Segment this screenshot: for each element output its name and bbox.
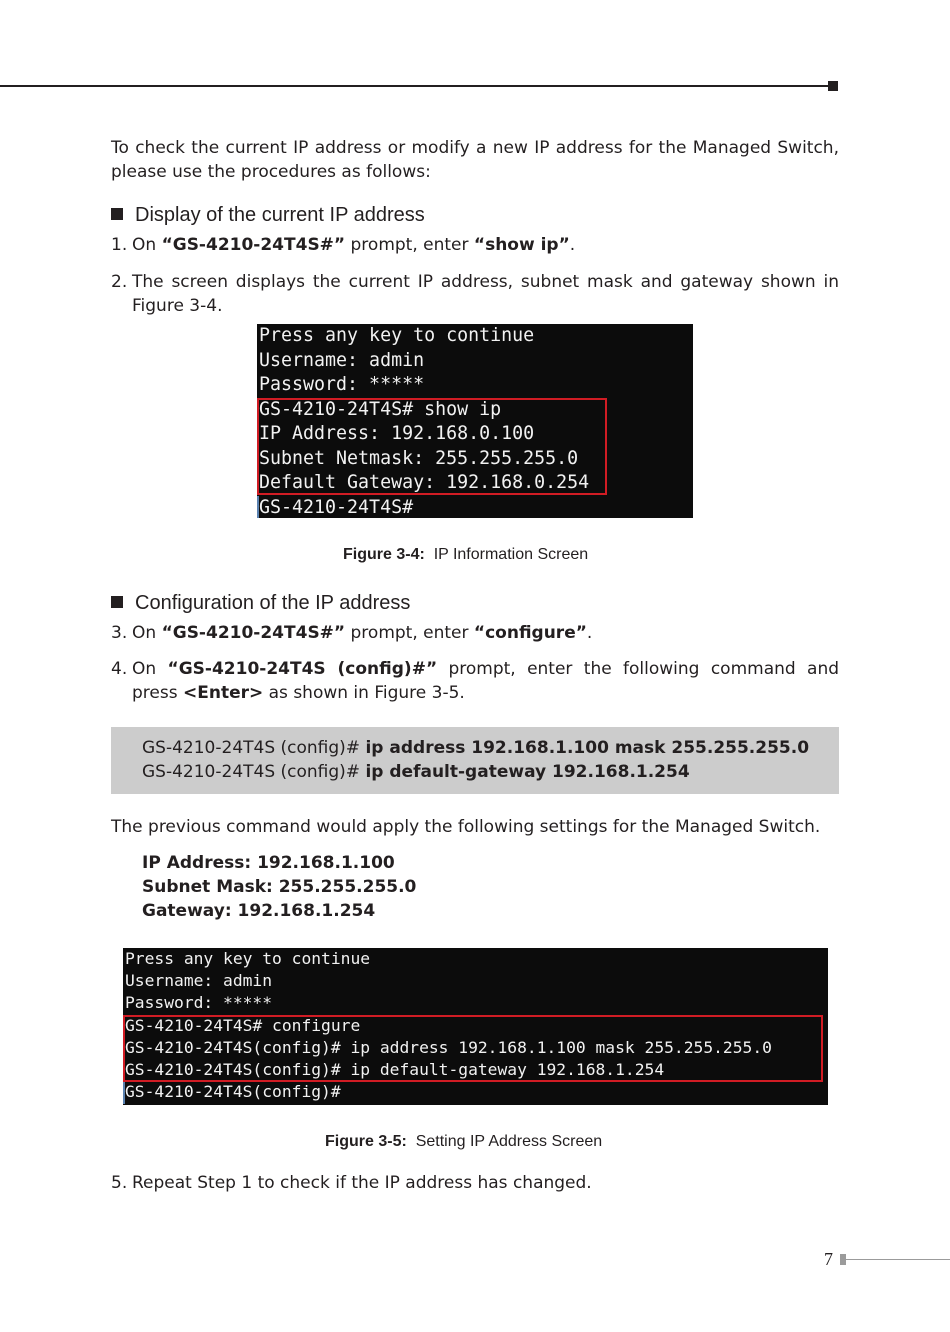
step-number: 2. [111, 272, 128, 292]
highlight-box [257, 398, 607, 495]
selection-cursor-mark [123, 1082, 125, 1104]
terminal-line: GS-4210-24T4S# show ip [259, 398, 502, 420]
setting-gateway: Gateway: 192.168.1.254 [142, 901, 376, 921]
figure-label: Figure 3-5 [325, 1133, 402, 1150]
terminal-line: Password: ***** [259, 374, 425, 395]
setting-ip-address: IP Address: 192.168.1.100 [142, 853, 395, 873]
command-text: ip default-gateway 192.168.1.254 [365, 762, 690, 782]
terminal-line: GS-4210-24T4S(config)# ip address 192.168.1.100 mask 255.255.255.0 [125, 1037, 772, 1057]
command-text: ip address 192.168.1.100 mask 255.255.255.0 [365, 738, 810, 758]
header-square-marker [828, 81, 838, 91]
header-rule [0, 85, 830, 87]
figure-caption-3-5: Figure 3-5: Setting IP Address Screen [325, 1133, 603, 1150]
intro-paragraph: To check the current IP address or modify a new IP address for the Managed Switch, please use the procedures as follows: [111, 138, 839, 182]
terminal-line: IP Address: 192.168.0.100 [259, 423, 535, 444]
step-1 [111, 233, 839, 257]
step-number: 4. [111, 659, 128, 679]
terminal-screenshot-configure [123, 948, 828, 1105]
step-text: On “GS-4210-24T4S#” prompt, enter “configure”. [132, 623, 593, 643]
terminal-screenshot-show-ip [257, 324, 693, 518]
prompt-text: “GS-4210-24T4S#” [161, 623, 346, 643]
section-heading-config-ip [111, 590, 410, 616]
step-number: 5. [111, 1173, 128, 1193]
figure-caption-text: Setting IP Address Screen [415, 1133, 603, 1150]
command-text: “configure” [473, 623, 587, 643]
figure-caption-text: IP Information Screen [433, 546, 589, 563]
terminal-line: GS-4210-24T4S# configure [125, 1015, 361, 1035]
section-heading-text: Configuration of the IP address [135, 592, 411, 614]
command-text: “show ip” [473, 235, 570, 255]
footer-rule [846, 1259, 950, 1260]
bullet-square-icon [111, 596, 123, 608]
terminal-line: Default Gateway: 192.168.0.254 [259, 472, 590, 493]
step-number: 1. [111, 235, 128, 255]
terminal-line: GS-4210-24T4S(config)# ip default-gateway 192.168.1.254 [125, 1060, 665, 1080]
prompt-text: “GS-4210-24T4S (config)#” [167, 659, 438, 679]
setting-subnet-mask: Subnet Mask: 255.255.255.0 [142, 877, 417, 897]
highlight-box [123, 1015, 823, 1082]
step-text: The screen displays the current IP address, subnet mask and gateway shown in Figure 3-4. [132, 272, 839, 316]
settings-list [142, 851, 416, 923]
command-box [111, 727, 839, 794]
step-3 [111, 621, 839, 645]
terminal-line: Subnet Netmask: 255.255.255.0 [259, 447, 579, 469]
terminal-line: Press any key to continue [125, 949, 371, 968]
section-heading-text: Display of the current IP address [135, 204, 425, 226]
key-text: <Enter> [182, 683, 264, 703]
page-number: 7 [824, 1249, 833, 1269]
prompt-text: “GS-4210-24T4S#” [161, 235, 346, 255]
figure-label: Figure 3-4 [343, 546, 420, 563]
apply-paragraph: The previous command would apply the following settings for the Managed Switch. [111, 817, 821, 837]
step-4 [111, 657, 839, 705]
terminal-line: Username: admin [125, 971, 273, 991]
step-5 [111, 1171, 839, 1195]
step-text: Repeat Step 1 to check if the IP address has changed. [132, 1173, 592, 1193]
terminal-line: GS-4210-24T4S# [259, 496, 414, 518]
step-number: 3. [111, 623, 128, 643]
bullet-square-icon [111, 208, 123, 220]
step-text: On “GS-4210-24T4S (config)#” prompt, enter the following command and press <Enter> as shown in Figure 3-5. [132, 659, 840, 703]
command-line: GS-4210-24T4S (config)# ip address 192.168.1.100 mask 255.255.255.0 [142, 738, 810, 758]
terminal-line: GS-4210-24T4S(config)# [125, 1082, 341, 1102]
terminal-line: Password: ***** [125, 993, 273, 1013]
step-text: On “GS-4210-24T4S#” prompt, enter “show ip”. [132, 235, 576, 255]
section-heading-display-ip [111, 202, 425, 228]
terminal-line: Username: admin [259, 349, 425, 371]
figure-caption-3-4: Figure 3-4: IP Information Screen [343, 546, 589, 563]
selection-cursor-mark [257, 496, 259, 518]
command-line: GS-4210-24T4S (config)# ip default-gateway 192.168.1.254 [142, 762, 690, 782]
terminal-line: Press any key to continue [259, 325, 535, 346]
step-2 [111, 270, 839, 318]
